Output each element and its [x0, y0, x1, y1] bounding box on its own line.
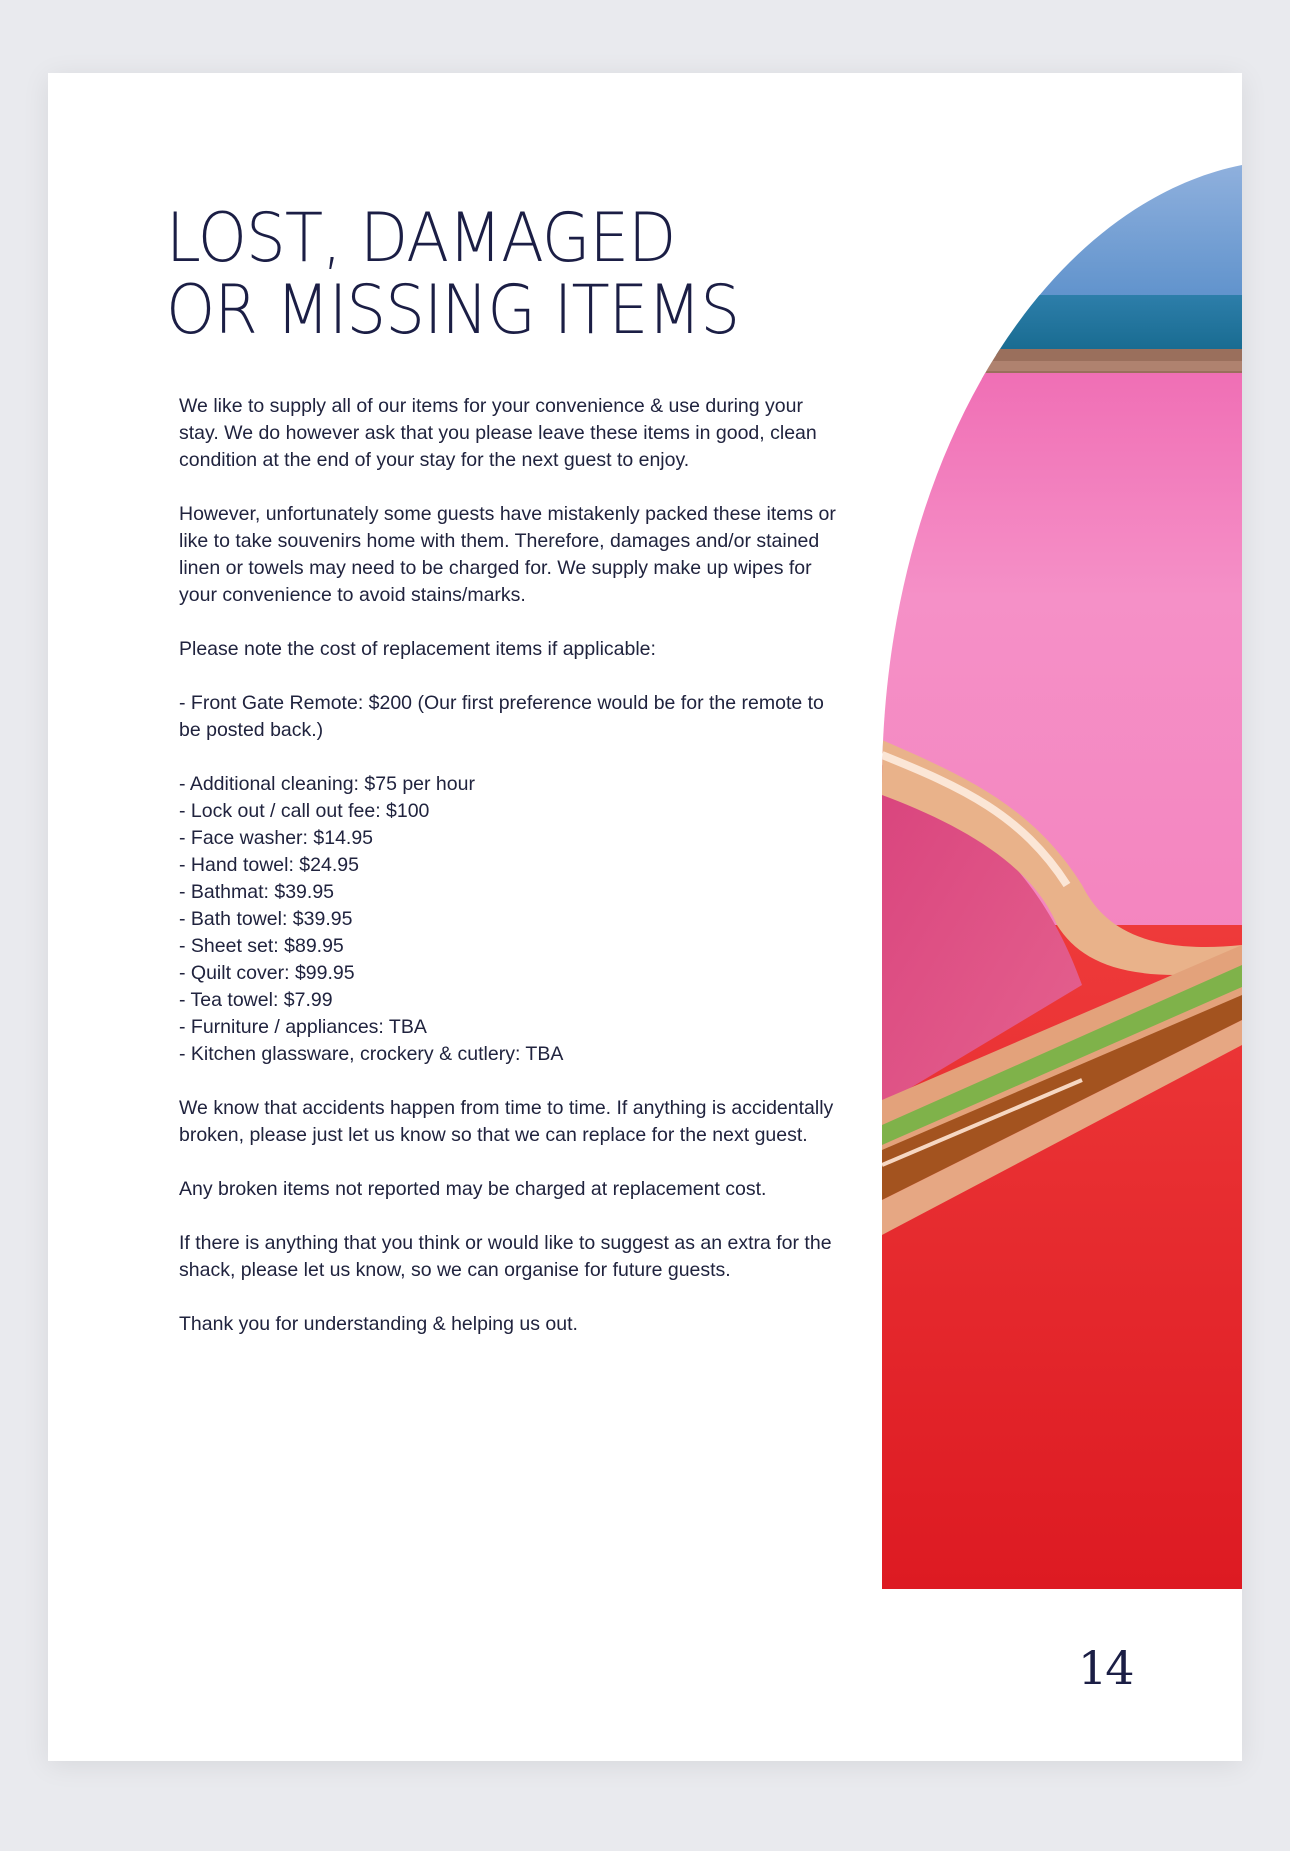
title-line-2: OR MISSING ITEMS	[166, 271, 740, 350]
price-item: - Additional cleaning: $75 per hour	[179, 773, 475, 795]
gate-remote-item: - Front Gate Remote: $200 (Our first preference would be for the remote to be posted back.)	[179, 692, 824, 741]
charges-paragraph: However, unfortunately some guests have mistakenly packed these items or like to take souvenirs home with them. Therefore, damages and/or stained linen or towels may need to be charged for. We supply make up wipes for your convenience to avoid stains/marks.	[179, 503, 836, 606]
page-number: 14	[1078, 1641, 1133, 1695]
intro-paragraph: We like to supply all of our items for your convenience & use during your stay. We do however ask that you please leave these items in good, clean condition at the end of your stay for the next guest to enjoy.	[179, 395, 817, 471]
page-title	[166, 199, 740, 350]
accidents-paragraph: We know that accidents happen from time to time. If anything is accidentally broken, please just let us know so that we can replace for the next guest.	[179, 1097, 834, 1146]
suggestions-paragraph: If there is anything that you think or would like to suggest as an extra for the shack, please let us know, so we can organise for future guests.	[179, 1232, 832, 1281]
title-line-1: LOST, DAMAGED	[166, 199, 676, 278]
document-page	[48, 73, 1242, 1761]
body-text	[179, 393, 839, 1365]
price-item: - Tea towel: $7.99	[179, 989, 333, 1011]
photo-graphic	[882, 165, 1242, 1589]
aerial-pink-lake-photo-icon	[882, 165, 1242, 1589]
price-list	[179, 771, 839, 1068]
price-item: - Furniture / appliances: TBA	[179, 1016, 427, 1038]
price-item: - Sheet set: $89.95	[179, 935, 344, 957]
price-item: - Face washer: $14.95	[179, 827, 374, 849]
replacement-note: Please note the cost of replacement items if applicable:	[179, 638, 656, 660]
price-item: - Kitchen glassware, crockery & cutlery: TBA	[179, 1043, 564, 1065]
thank-you-paragraph: Thank you for understanding & helping us out.	[179, 1313, 578, 1335]
price-item: - Bathmat: $39.95	[179, 881, 335, 903]
price-item: - Hand towel: $24.95	[179, 854, 359, 876]
price-item: - Lock out / call out fee: $100	[179, 800, 430, 822]
unreported-paragraph: Any broken items not reported may be charged at replacement cost.	[179, 1178, 767, 1200]
price-item: - Bath towel: $39.95	[179, 908, 353, 930]
price-item: - Quilt cover: $99.95	[179, 962, 355, 984]
